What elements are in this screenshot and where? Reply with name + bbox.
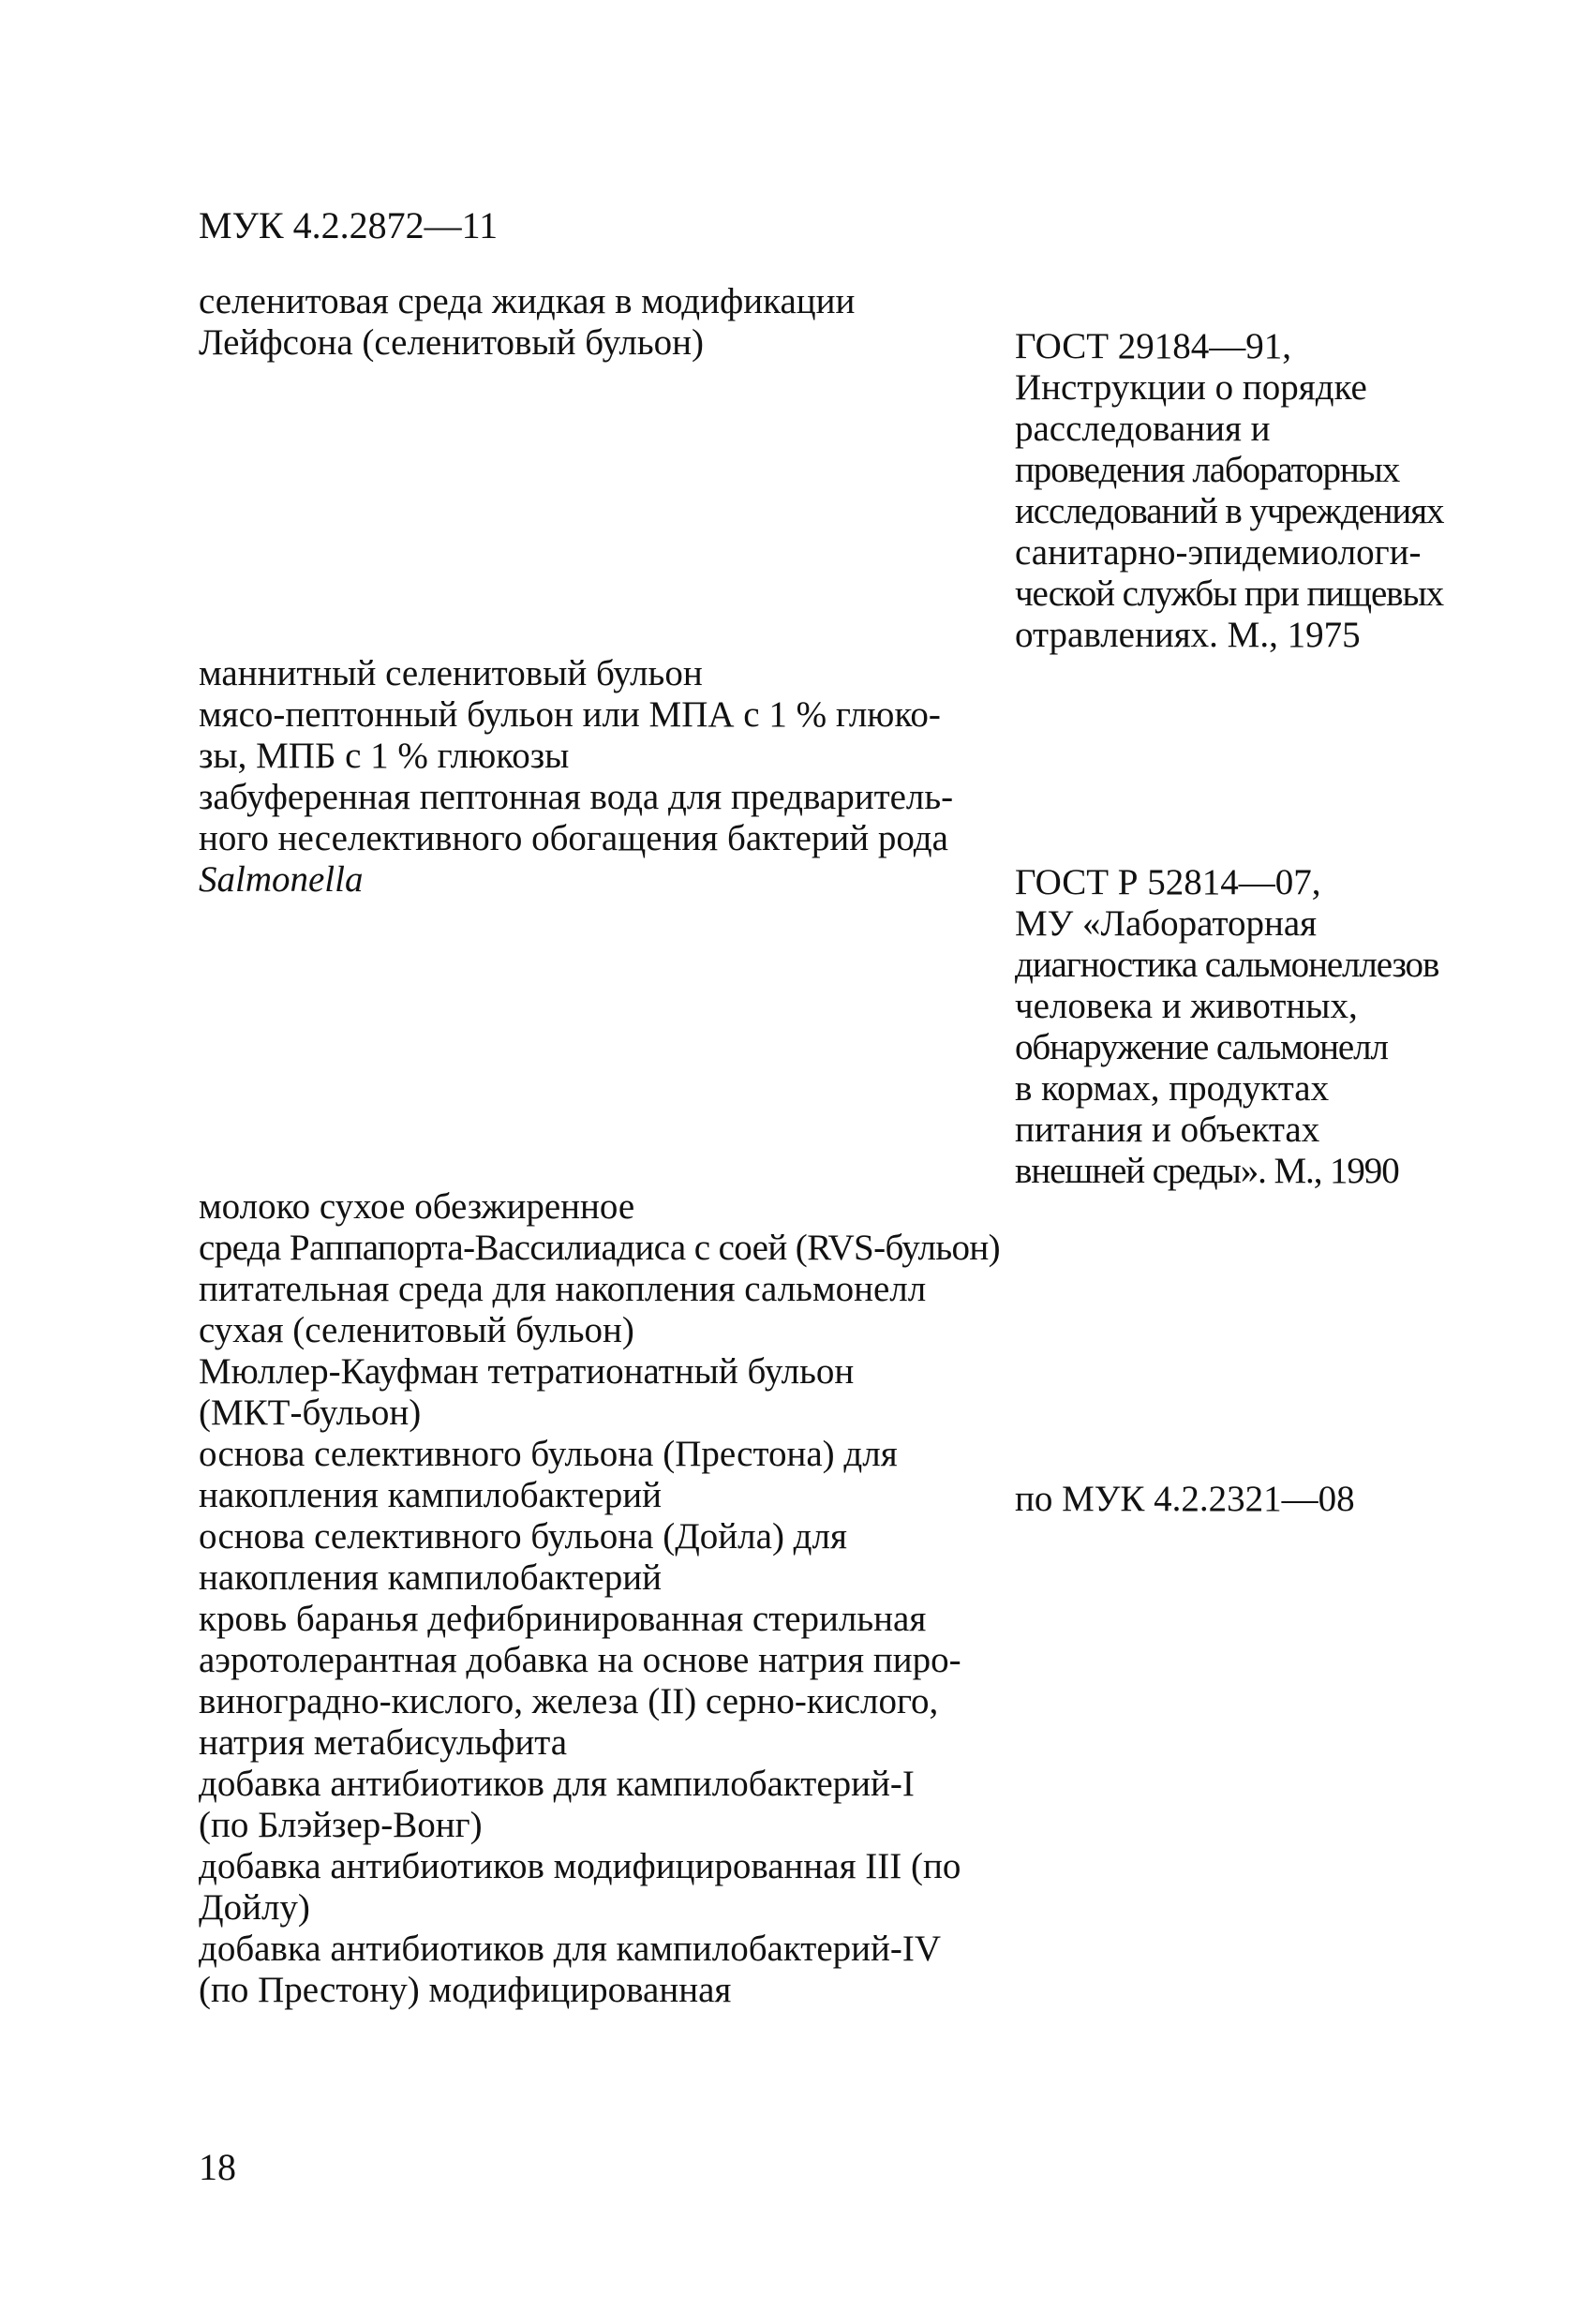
left-column-line: добавка антибиотиков для кампилобактерий-I <box>199 1764 915 1804</box>
left-column-line: Лейфсона (селенитовый бульон) <box>199 322 704 363</box>
left-column-line: (по Престону) модифицированная <box>199 1970 732 2010</box>
left-column-line: селенитовая среда жидкая в модификации <box>199 281 856 321</box>
left-column-line: натрия метабисульфита <box>199 1722 568 1763</box>
left-column-line: сухая (селенитовый бульон) <box>199 1310 634 1350</box>
reference-line: по МУК 4.2.2321—08 <box>1015 1479 1355 1519</box>
left-column-line: забуференная пептонная вода для предваритель- <box>199 777 954 817</box>
left-column-line: мясо-пептонный бульон или МПА с 1 % глюко- <box>199 694 941 735</box>
reference-line: ГОСТ Р 52814—07, <box>1015 862 1321 902</box>
reference-line: Инструкции о порядке <box>1015 367 1367 408</box>
reference-line: диагностика сальмонеллезов <box>1015 945 1439 985</box>
reference-line: в кормах, продуктах <box>1015 1068 1330 1109</box>
left-column-line: кровь баранья дефибринированная стерильная <box>199 1599 927 1639</box>
left-column-line: Дойлу) <box>199 1887 310 1928</box>
left-column-line: добавка антибиотиков модифицированная III (по <box>199 1846 961 1886</box>
page-number: 18 <box>199 2146 236 2188</box>
left-column-line: аэротолерантная добавка на основе натрия пиро- <box>199 1640 961 1680</box>
reference-line: санитарно-эпидемиологи- <box>1015 532 1422 573</box>
left-column-line: (по Блэйзер-Вонг) <box>199 1805 483 1845</box>
left-column-line: маннитный селенитовый бульон <box>199 653 703 693</box>
reference-line: проведения лабораторных <box>1015 450 1400 490</box>
reference-line: ческой службы при пищевых <box>1015 574 1443 614</box>
running-header: МУК 4.2.2872—11 <box>199 204 499 246</box>
left-column-line: основа селективного бульона (Престона) для <box>199 1434 898 1474</box>
left-column-line: добавка антибиотиков для кампилобактерий-IV <box>199 1929 942 1969</box>
reference-line: питания и объектах <box>1015 1110 1320 1150</box>
left-column-line: накопления кампилобактерий <box>199 1475 662 1515</box>
left-column-line: накопления кампилобактерий <box>199 1557 662 1598</box>
left-column-line: молоко сухое обезжиренное <box>199 1186 635 1227</box>
left-column-line: (МКТ-бульон) <box>199 1393 422 1433</box>
left-column-line: среда Раппапорта-Вассилиадиса с соей (RVS-бульон) <box>199 1228 1001 1268</box>
reference-line: исследований в учреждениях <box>1015 491 1444 531</box>
reference-line: человека и животных, <box>1015 986 1358 1026</box>
left-column-line: виноградно-кислого, железа (II) серно-кислого, <box>199 1681 939 1721</box>
reference-line: МУ «Лабораторная <box>1015 903 1318 944</box>
reference-line: расследования и <box>1015 409 1271 449</box>
left-column-line: питательная среда для накопления сальмонелл <box>199 1269 927 1309</box>
reference-line: обнаружение сальмонелл <box>1015 1027 1388 1067</box>
reference-line: внешней среды». М., 1990 <box>1015 1151 1399 1191</box>
left-column-line: зы, МПБ с 1 % глюкозы <box>199 736 570 776</box>
reference-line: ГОСТ 29184—91, <box>1015 326 1292 366</box>
genus-name: Salmonella <box>199 859 364 900</box>
reference-line: отравлениях. М., 1975 <box>1015 615 1361 655</box>
left-column-line: основа селективного бульона (Дойла) для <box>199 1516 847 1557</box>
left-column-line: ного неселективного обогащения бактерий рода <box>199 818 948 858</box>
left-column-line: Мюллер-Кауфман тетратионатный бульон <box>199 1351 855 1392</box>
